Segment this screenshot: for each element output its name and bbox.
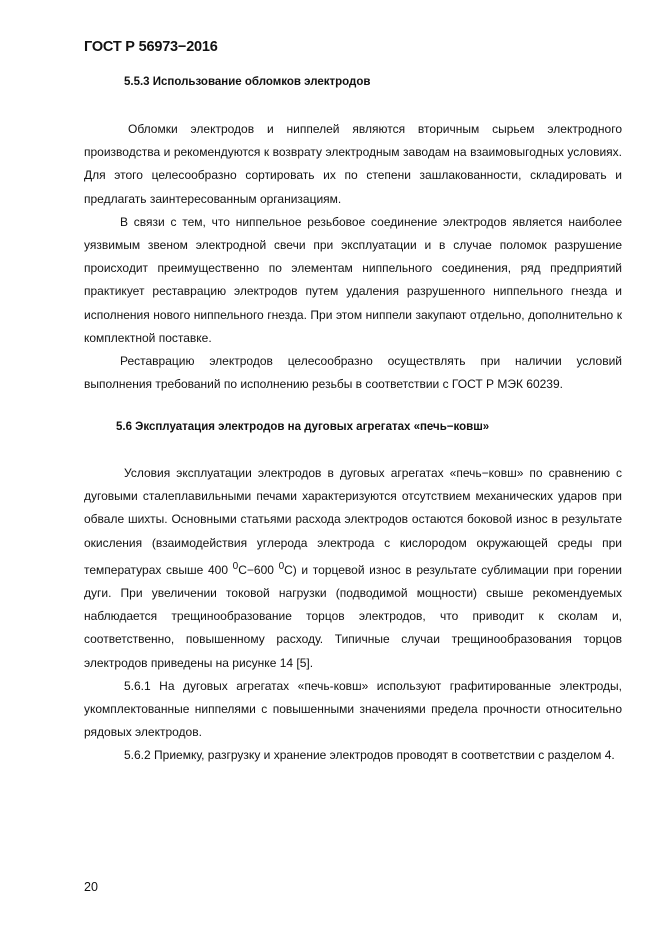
paragraph: Реставрацию электродов целесообразно осуществлять при наличии условий выполнения требований по исполнению резьбы в соответствии с ГОСТ Р МЭК 60239. <box>84 354 622 392</box>
page-number: 20 <box>84 880 98 894</box>
paragraph-text: С−600 <box>238 562 279 577</box>
paragraph-text: Условия эксплуатации электродов в дуговых агрегатах «печь−ковш» по сравнению с дуговыми сталеплавильными печами характеризуются отсутствием механических ударов при обвале шихты. Основными статьями расхода электродов остаются боковой износ в результате окисления (взаимодействия углерода электрода с кислородом окружающей среды при температурах свыше 400 <box>84 466 622 577</box>
paragraph <box>84 462 622 675</box>
section-5-6-heading: 5.6 Эксплуатация электродов на дуговых агрегатах «печь−ковш» <box>116 421 490 433</box>
document-header: ГОСТ Р 56973−2016 <box>84 39 218 55</box>
paragraph: Обломки электродов и ниппелей являются вторичным сырьем электродного производства и рекомендуются к возврату электродным заводам на взаимовыгодных условиях. Для этого целесообразно сортировать их по степени зашлакованности, складировать и предлагать заинтересованным организациям. <box>84 122 622 206</box>
section-5-5-3-body <box>84 118 622 396</box>
paragraph: В связи с тем, что ниппельное резьбовое соединение электродов является наиболее уязвимым звеном электродной свечи при эксплуатации и в случае поломок разрушение происходит преимущественно по элементам ниппельного соединения, ряд предприятий практикует реставрацию электродов путем удаления разрушенного ниппельного гнезда и исполнения нового ниппельного гнезда. При этом ниппели закупают отдельно, дополнительно к комплектной поставке. <box>84 214 622 345</box>
section-5-5-3-heading: 5.5.3 Использование обломков электродов <box>124 76 371 88</box>
paragraph: 5.6.1 На дуговых агрегатах «печь-ковш» используют графитированные электроды, укомплектованные ниппелями с повышенными значениями предела прочности относительно рядовых электродов. <box>84 678 622 740</box>
section-5-6-body <box>84 462 622 768</box>
superscript: 0 <box>232 560 239 572</box>
paragraph-text: С) и торцевой износ в результате сублимации при горении дуги. При увеличении токовой нагрузки (подводимой мощности) свыше рекомендуемых наблюдается трещинообразование торцов электродов, что приводит к сколам и, соответственно, повышенному расходу. Типичные случаи трещинообразования торцов электродов приведены на рисунке 14 [5]. <box>84 562 623 670</box>
paragraph: 5.6.2 Приемку, разгрузку и хранение электродов проводят в соответствии с разделом 4. <box>124 748 615 763</box>
superscript: 0 <box>278 560 285 572</box>
